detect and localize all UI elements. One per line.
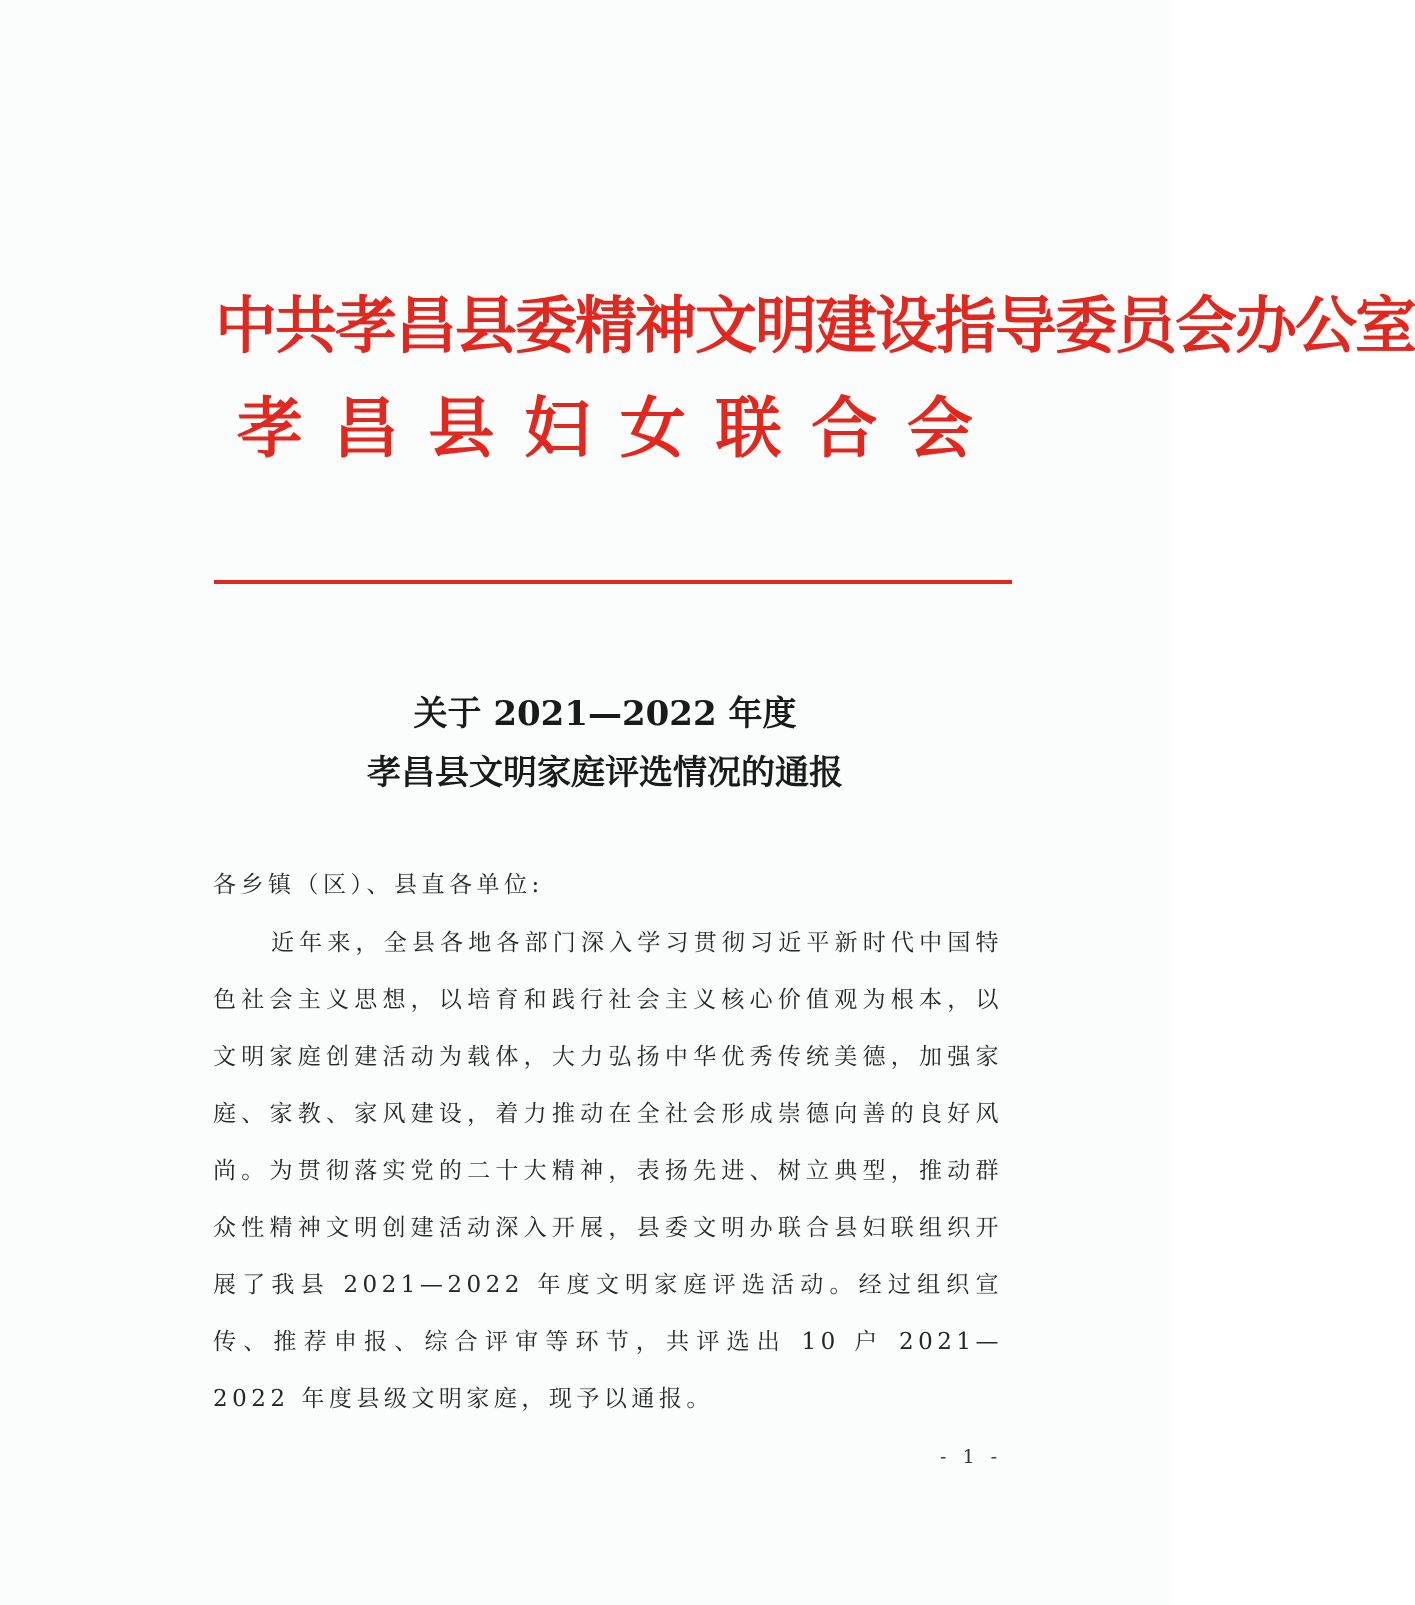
page-number: - 1 -	[940, 1446, 1003, 1468]
header-char: 女	[619, 389, 686, 467]
document-title-line1: 关于 2021—2022 年度	[413, 694, 797, 734]
header-char: 孝	[237, 389, 303, 467]
header-char: 妇	[524, 389, 591, 467]
header-char: 联	[715, 389, 782, 467]
header-char: 县	[428, 389, 495, 467]
red-header-rule	[214, 580, 1012, 584]
header-char: 合	[811, 389, 878, 467]
header-char: 会	[906, 389, 973, 467]
header-char: 昌	[332, 389, 399, 467]
salutation: 各乡镇（区）、县直各单位:	[213, 872, 544, 898]
body-paragraph: 近年来，全县各地各部门深入学习贯彻习近平新时代中国特色社会主义思想，以培育和践行社会主义核心价值观为根本，以文明家庭创建活动为载体，大力弘扬中华优秀传统美德，加强家庭、家教、家风建设，着力推动在全社会形成崇德向善的良好风尚。为贯彻落实党的二十大精神，表扬先进、树立典型，推动群众性精神文明创建活动深入开展，县委文明办联合县妇联组织开展了我县 2021—2022 年度文明家庭评选活动。经过组织宣传、推荐申报、综合评审等环节，共评选出 10 户 2021—2022 年度县级文明家庭，现予以通报。	[213, 930, 1003, 1412]
document-title-line2: 孝昌县文明家庭评选情况的通报	[367, 753, 843, 793]
header-organization-line2	[215, 388, 995, 468]
header-organization-line1: 中共孝昌县委精神文明建设指导委员会办公室	[215, 289, 1415, 362]
